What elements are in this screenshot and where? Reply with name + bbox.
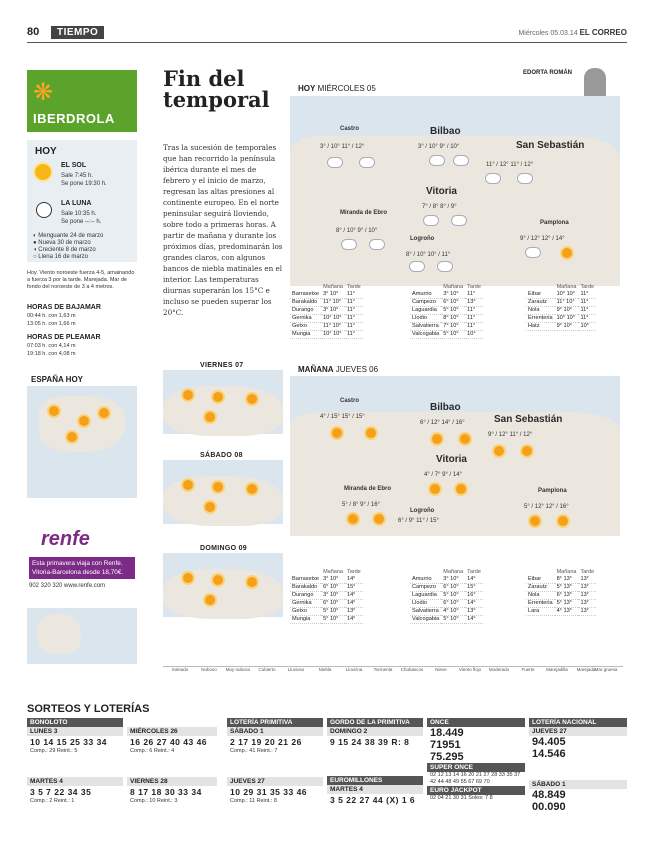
temps-castro: 3° / 10° 11° / 12° xyxy=(320,144,365,150)
legend-item: Marejada xyxy=(576,667,596,672)
table-row: Zarautz 5° 13° 13° xyxy=(526,583,596,591)
sponsor-name: IBERDROLA xyxy=(33,111,115,126)
hoy-table-gipuzkoa: Mañana Tarde Eibar 10° 10° 11° Zarautz 11° 10° 11° Nola 9° 10° 11° Errenteria 10° 10° 11° Hatz 9° 10° 10° xyxy=(528,283,595,329)
place-san-sebastian: San Sebastián xyxy=(516,140,585,151)
legend-item: Nuboso xyxy=(201,667,217,672)
table-row: Llodio 8° 10° 11° xyxy=(410,314,483,322)
table-row: Llodio 6° 10° 14° xyxy=(410,599,483,607)
place-logrono: Logroño xyxy=(410,508,435,514)
small-map-1 xyxy=(163,370,283,434)
legend-item: Lluvioso xyxy=(287,667,305,672)
temps-pamplona: 5° / 12° 12° / 16° xyxy=(524,504,569,510)
sun-icon xyxy=(456,484,466,494)
article-body: Tras la sucesión de temporales que han recorrido la península ibérica durante el mes de febrero y el inicio de marzo, regresan las altas presiones al continente europeo. En el norte peninsular seguirá lloviendo, sobre todo a primeras horas. A partir de mañana y durante los próximos días, predominarán los grandes claros, con algunos bancos de niebla matinales en el interior. Las temperaturas diurnas superarán los 15°C e incluso se pueden superar los 20°C. xyxy=(163,143,283,317)
page-number: 80 xyxy=(27,26,40,38)
sun-icon xyxy=(79,416,89,426)
iberdrola-leaf-icon: ❋ xyxy=(33,79,54,106)
table-row: Durango 3° 10° 11° xyxy=(290,306,363,314)
sun-icon xyxy=(49,406,59,416)
manana-table-bizkaia: Mañana Tarde Barrasetxe 3° 10° 14° Barakaldo 6° 10° 15° Durango 3° 10° 14° Gernika 6° 10° 14° Getxo 5° 10° 13° Mungia 5° 10° 14° xyxy=(292,568,361,622)
sun-icon xyxy=(530,516,540,526)
place-castro: Castro xyxy=(340,126,360,132)
cloud-icon xyxy=(518,174,532,183)
once-col: ONCE 18.449 71951 75.295 SUPER ONCE 02 12 13 14 16 20 21 27 28 33 35 37 42 44 48 49 55 67 69 70 EURO JACKPOT 02 04 21 30 31 Soles: 7 8 xyxy=(427,718,525,802)
sponsor-logo xyxy=(27,70,137,132)
section-label: TIEMPO xyxy=(51,26,104,39)
pleamar-title: HORAS DE PLEAMAR xyxy=(27,334,101,341)
cloud-icon xyxy=(454,156,468,165)
table-row: Valcogabia 5° 10° 14° xyxy=(410,615,483,623)
table-row: Mungia 10° 10° 11° xyxy=(290,330,363,338)
place-vitoria: Vitoria xyxy=(436,454,467,465)
cloud-icon xyxy=(410,262,424,271)
place-san-sebastian: San Sebastián xyxy=(494,414,563,425)
table-row: Salvatierra 7° 10° 11° xyxy=(410,322,483,330)
legend-item: Moderado xyxy=(488,667,510,672)
bajamar-1: 00:44 h. con 1,63 m xyxy=(27,313,76,319)
sun-title: EL SOL xyxy=(61,162,87,169)
table-row: Eibar 8° 13° 13° xyxy=(526,575,596,583)
cloud-icon xyxy=(486,174,500,183)
table-row: Valcogabia 5° 10° 10° xyxy=(410,330,483,338)
table-row: Gernika 10° 10° 11° xyxy=(290,314,363,322)
temps-bilbao: 3° / 10° 9° / 10° xyxy=(418,144,460,150)
table-row: Gernika 6° 10° 14° xyxy=(290,599,363,607)
place-logrono: Logroño xyxy=(410,236,435,242)
legend-item: Niebla xyxy=(318,667,332,672)
manana-map-title: MAÑANA JUEVES 06 xyxy=(298,365,379,374)
cloud-icon xyxy=(452,216,466,225)
primitiva-col: LOTERÍA PRIMITIVA SÁBADO 1 2 17 19 20 21 26 Comp.: 41 Reint.: 7 JUEVES 27 10 29 31 35 33 46 Comp.: 11 Reint.: 8 xyxy=(227,718,323,805)
table-row: Hatz 9° 10° 10° xyxy=(526,322,596,330)
sun-icon xyxy=(558,516,568,526)
legend-item: Viento flojo xyxy=(458,667,482,672)
legend-item: Mar gruesa xyxy=(594,667,618,672)
table-row: Laguardia 5° 10° 16° xyxy=(410,591,483,599)
table-row: Laguardia 5° 10° 11° xyxy=(410,306,483,314)
table-row: Barakaldo 6° 10° 15° xyxy=(290,583,363,591)
sun-icon xyxy=(35,164,51,180)
bonoloto-col: BONOLOTO LUNES 3 10 14 15 25 33 34 Comp.: 29 Reint.: 5 MARTES 4 3 5 7 22 34 35 Comp.: 2 Reint.: 1 xyxy=(27,718,123,805)
sun-icon xyxy=(522,446,532,456)
table-row: Amurrio 3° 10° 14° xyxy=(410,575,483,583)
small-map-3 xyxy=(163,553,283,617)
moon-icon xyxy=(36,202,52,218)
sun-icon xyxy=(348,514,358,524)
legend-item: Muy nuboso xyxy=(225,667,251,672)
sun-icon xyxy=(460,434,470,444)
nacional-col: LOTERÍA NACIONAL JUEVES 27 94.405 14.546 SÁBADO 1 48.849 00.090 xyxy=(529,718,627,813)
place-pamplona: Pamplona xyxy=(538,488,567,494)
sun-icon xyxy=(430,484,440,494)
sun-icon xyxy=(374,514,384,524)
weather-legend xyxy=(163,666,623,696)
cloud-icon xyxy=(360,158,374,167)
spain-title: ESPAÑA HOY xyxy=(31,375,84,384)
small-map-2 xyxy=(163,460,283,524)
legend-item: Cubierto xyxy=(258,667,276,672)
table-row: Barrasetxe 3° 10° 11° xyxy=(290,290,363,298)
table-row: Mungia 5° 10° 14° xyxy=(290,615,363,623)
hoy-map-title: HOY MIÉRCOLES 05 xyxy=(298,84,376,93)
temps-miranda: 8° / 10° 9° / 10° xyxy=(336,228,378,234)
hoy-table-bizkaia: Mañana Tarde Barrasetxe 3° 10° 11° Barakaldo 11° 10° 11° Durango 3° 10° 11° Gernika 10° 10° 11° Getxo 11° 10° 11° Mungia 10° 10° 11° xyxy=(292,283,361,337)
table-row: Campezo 6° 10° 15° xyxy=(410,583,483,591)
sun-icon xyxy=(99,408,109,418)
temps-san-sebastian: 9° / 12° 11° / 12° xyxy=(488,432,533,438)
legend-item: Marejadilla xyxy=(546,667,568,672)
renfe-logo: renfe xyxy=(41,528,90,550)
bajamar-title: HORAS DE BAJAMAR xyxy=(27,304,101,311)
moon-phase-creciente: ◑ Creciente 8 de marzo xyxy=(33,247,96,253)
temps-vitoria: 4° / 7° 9° / 14° xyxy=(424,472,462,478)
cloud-icon xyxy=(526,248,540,257)
author-name: EDORTA ROMÁN xyxy=(523,70,572,76)
moonset: Se pone --:-- h. xyxy=(61,219,102,225)
pleamar-1: 07:03 h. con 4,14 m xyxy=(27,343,76,349)
temps-pamplona: 9° / 12° 12° / 14° xyxy=(520,236,565,242)
renfe-contact: 902 320 320 www.renfe.com xyxy=(29,583,106,589)
sunrise: Sale 7:45 h. xyxy=(61,173,94,179)
temps-logrono: 8° / 10° 10° / 11° xyxy=(406,252,451,258)
cloud-icon xyxy=(430,156,444,165)
temps-logrono: 6° / 9° 11° / 15° xyxy=(398,518,439,524)
table-row: Durango 3° 10° 14° xyxy=(290,591,363,599)
sun-icon xyxy=(494,446,504,456)
place-pamplona: Pamplona xyxy=(540,220,569,226)
temps-vitoria: 7° / 8° 8° / 9° xyxy=(422,204,457,210)
renfe-ad-text: Esta primavera viaja con Renfe. Vitoria-Barcelona desde 18,70€. xyxy=(29,557,135,579)
small-map-label-3: DOMINGO 09 xyxy=(200,545,247,552)
legend-item: Fuerte xyxy=(521,667,535,672)
sorteos-title: SORTEOS Y LOTERÍAS xyxy=(27,703,150,715)
hoy-table-alava: Mañana Tarde Amurrio 3° 10° 11° Campezo 6° 10° 13° Laguardia 5° 10° 11° Llodio 8° 10° 11° Salvatierra 7° 10° 11° Valcogabia 5° 10° 10° xyxy=(412,283,481,337)
sun-icon xyxy=(67,432,77,442)
sun-icon xyxy=(332,428,342,438)
place-bilbao: Bilbao xyxy=(430,402,461,413)
table-row: Amurrio 3° 10° 11° xyxy=(410,290,483,298)
table-row: Nola 9° 10° 11° xyxy=(526,306,596,314)
cloud-icon xyxy=(370,240,384,249)
temps-bilbao: 6° / 12° 14° / 16° xyxy=(420,420,465,426)
legend-item: Chubascos xyxy=(400,667,424,672)
cloud-icon xyxy=(438,262,452,271)
table-row: Errenteria 5° 13° 13° xyxy=(526,599,596,607)
manana-map xyxy=(290,376,620,532)
place-bilbao: Bilbao xyxy=(430,126,461,137)
issue-date: Miércoles 05.03.14 EL CORREO xyxy=(518,28,627,37)
today-box xyxy=(27,140,137,262)
gordo-col: GORDO DE LA PRIMITIVA DOMINGO 2 9 15 24 38 39 R: 8 EUROMILLONES MARTES 4 3 5 22 27 44 (X) 1 6 xyxy=(327,718,423,806)
legend-item: Nieve xyxy=(435,667,447,672)
table-row: Barrasetxe 3° 10° 14° xyxy=(290,575,363,583)
page-header xyxy=(27,26,627,40)
place-miranda: Miranda de Ebro xyxy=(340,210,388,216)
cloud-icon xyxy=(424,216,438,225)
table-row: Getxo 5° 10° 13° xyxy=(290,607,363,615)
table-row: Campezo 6° 10° 13° xyxy=(410,298,483,306)
moon-title: LA LUNA xyxy=(61,200,92,207)
temps-castro: 4° / 15° 15° / 15° xyxy=(320,414,365,420)
moon-phase-nueva: ● Nueva 30 de marzo xyxy=(33,240,91,246)
manana-table-alava: Mañana Tarde Amurrio 3° 10° 14° Campezo 6° 10° 15° Laguardia 5° 10° 16° Llodio 6° 10° 14° Salvatierra 4° 10° 13° Valcogabia 5° 10° 14° xyxy=(412,568,481,622)
sun-icon xyxy=(432,434,442,444)
manana-table-gipuzkoa: Mañana Tarde Eibar 8° 13° 13° Zarautz 5° 13° 13° Nola 6° 13° 13° Errenteria 5° 13° 13° Lara 4° 13° 13° xyxy=(528,568,595,614)
author-avatar xyxy=(584,68,606,98)
table-row: Salvatierra 4° 10° 13° xyxy=(410,607,483,615)
sun-icon xyxy=(366,428,376,438)
hoy-map xyxy=(290,96,620,282)
pleamar-2: 19:18 h. con 4,08 m xyxy=(27,351,76,357)
table-row: Nola 6° 13° 13° xyxy=(526,591,596,599)
table-row: Barakaldo 11° 10° 11° xyxy=(290,298,363,306)
place-vitoria: Vitoria xyxy=(426,186,457,197)
legend-item: Tormenta xyxy=(373,667,393,672)
moon-phase-llena: ○ Llena 16 de marzo xyxy=(33,254,89,260)
table-row: Errenteria 10° 10° 11° xyxy=(526,314,596,322)
small-map-label-1: VIERNES 07 xyxy=(200,362,244,369)
cloud-icon xyxy=(328,158,342,167)
table-row: Eibar 10° 10° 11° xyxy=(526,290,596,298)
legend-item: Llovizna xyxy=(345,667,363,672)
article-title: Fin del temporal xyxy=(163,66,270,112)
table-row: Lara 4° 13° 13° xyxy=(526,607,596,615)
spain-map-tomorrow xyxy=(27,608,137,664)
header-rule xyxy=(27,42,627,43)
temps-san-sebastian: 11° / 12° 11° / 12° xyxy=(486,162,534,168)
sea-note: Hoy. Viento noroeste fuerza 4-5, amainando a fuerza 3 por la tarde. Marejada. Mar de fondo del noroeste de 3 a 4 metros. xyxy=(27,270,135,290)
cloud-icon xyxy=(342,240,356,249)
table-row: Zarautz 11° 10° 11° xyxy=(526,298,596,306)
temps-miranda: 5° / 8° 9° / 16° xyxy=(342,502,380,508)
small-map-label-2: SÁBADO 08 xyxy=(200,452,243,459)
sunset: Se pone 19:30 h. xyxy=(61,181,107,187)
today-title: HOY xyxy=(35,146,57,157)
place-castro: Castro xyxy=(340,398,360,404)
moon-phase-menguante: ◐ Menguante 24 de marzo xyxy=(33,233,104,239)
place-miranda: Miranda de Ebro xyxy=(344,486,392,492)
moonrise: Sale 10:35 h. xyxy=(61,211,97,217)
bajamar-2: 13:05 h. con 1,66 m xyxy=(27,321,76,327)
legend-item: Soleado xyxy=(171,667,189,672)
spain-map xyxy=(27,386,137,498)
table-row: Getxo 11° 10° 11° xyxy=(290,322,363,330)
renfe-ad[interactable] xyxy=(27,520,137,600)
bonoloto-col-2: MIÉRCOLES 26 16 26 27 40 43 46 Comp.: 6 Reint.: 4 VIERNES 28 8 17 18 30 33 34 Comp.: 10 Reint.: 3 xyxy=(127,718,217,805)
sun-icon xyxy=(562,248,572,258)
